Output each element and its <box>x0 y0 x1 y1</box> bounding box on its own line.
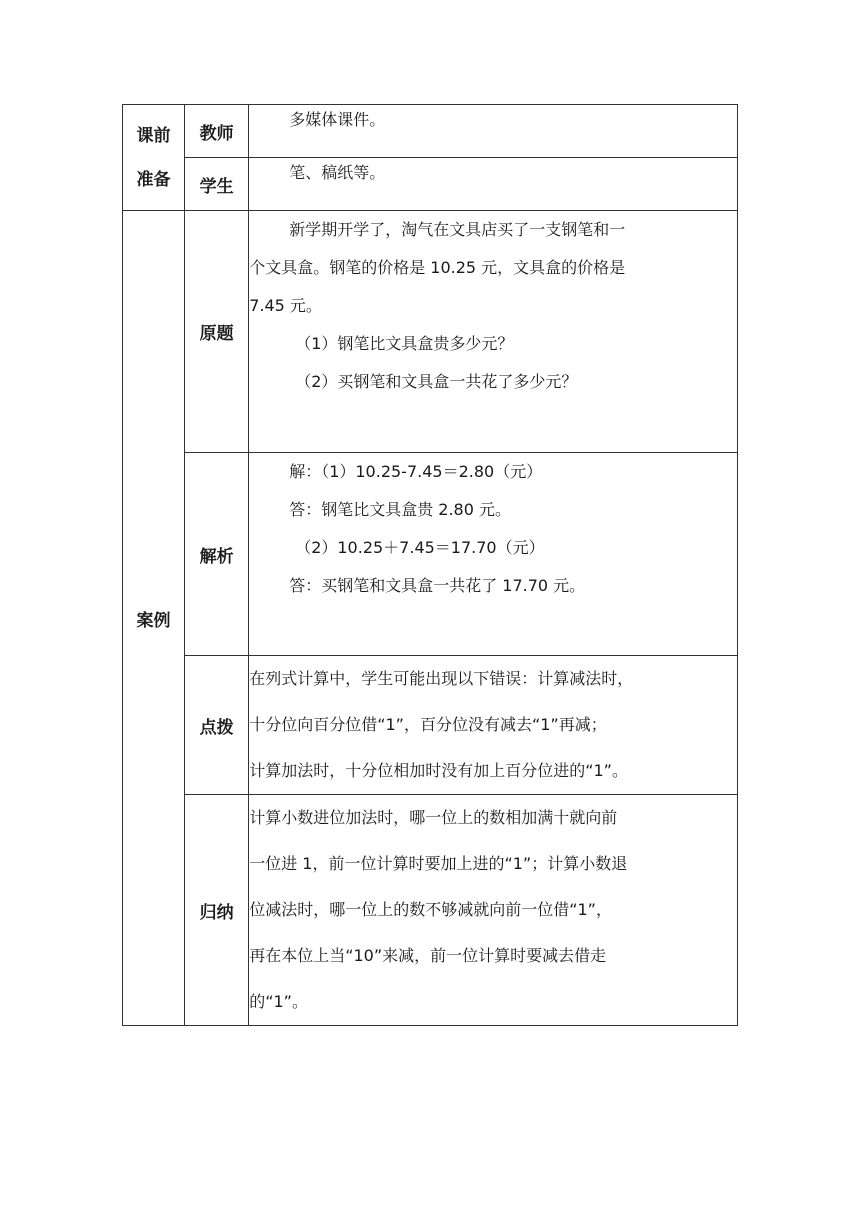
analysis-line-3: （2）10.25＋7.45＝17.70（元） <box>295 538 545 557</box>
problem-label: 原题 <box>185 211 249 453</box>
problem-content <box>249 211 738 453</box>
tips-content <box>249 656 738 795</box>
problem-question-1: （1）钢笔比文具盒贵多少元？ <box>295 334 514 353</box>
summary-line-1: 计算小数进位加法时，哪一位上的数相加满十就向前 <box>249 808 618 827</box>
prep-teacher-row <box>123 105 738 158</box>
problem-line-1: 新学期开学了，淘气在文具店买了一支钢笔和一 <box>289 220 626 239</box>
tips-label: 点拨 <box>185 656 249 795</box>
summary-row <box>123 795 738 1026</box>
prep-label-line2: 准备 <box>136 169 171 190</box>
student-content <box>249 158 738 211</box>
teacher-text: 多媒体课件。 <box>289 110 386 129</box>
summary-label: 归纳 <box>185 795 249 1026</box>
teacher-content <box>249 105 738 158</box>
tips-line-1: 在列式计算中，学生可能出现以下错误：计算减法时， <box>249 669 634 688</box>
prep-label-line1: 课前 <box>136 125 171 146</box>
student-label: 学生 <box>185 158 249 211</box>
prep-header-cell <box>123 105 185 211</box>
lesson-table <box>122 104 738 1026</box>
analysis-line-1: 解：（1）10.25-7.45＝2.80（元） <box>289 462 543 481</box>
student-text: 笔、稿纸等。 <box>289 163 386 182</box>
summary-line-4: 再在本位上当“10”来减，前一位计算时要减去借走 <box>249 946 607 965</box>
summary-line-5: 的“1”。 <box>249 992 308 1011</box>
analysis-line-4: 答：买钢笔和文具盒一共花了 17.70 元。 <box>289 576 586 595</box>
analysis-content <box>249 453 738 656</box>
analysis-line-2: 答：钢笔比文具盒贵 2.80 元。 <box>289 500 511 519</box>
analysis-label: 解析 <box>185 453 249 656</box>
problem-line-3: 7.45 元。 <box>249 296 322 315</box>
analysis-row <box>123 453 738 656</box>
tips-line-2: 十分位向百分位借“1”，百分位没有减去“1”再减； <box>249 715 607 734</box>
problem-question-2: （2）买钢笔和文具盒一共花了多少元？ <box>295 372 578 391</box>
problem-row <box>123 211 738 453</box>
prep-student-row <box>123 158 738 211</box>
tips-line-3: 计算加法时，十分位相加时没有加上百分位进的“1”。 <box>249 761 628 780</box>
summary-content <box>249 795 738 1026</box>
teacher-label: 教师 <box>185 105 249 158</box>
problem-line-2: 个文具盒。钢笔的价格是 10.25 元，文具盒的价格是 <box>249 258 626 277</box>
summary-line-3: 位减法时，哪一位上的数不够减就向前一位借“1”， <box>249 900 612 919</box>
summary-line-2: 一位进 1，前一位计算时要加上进的“1”；计算小数退 <box>249 854 628 873</box>
case-label: 案例 <box>123 211 185 1026</box>
tips-row <box>123 656 738 795</box>
